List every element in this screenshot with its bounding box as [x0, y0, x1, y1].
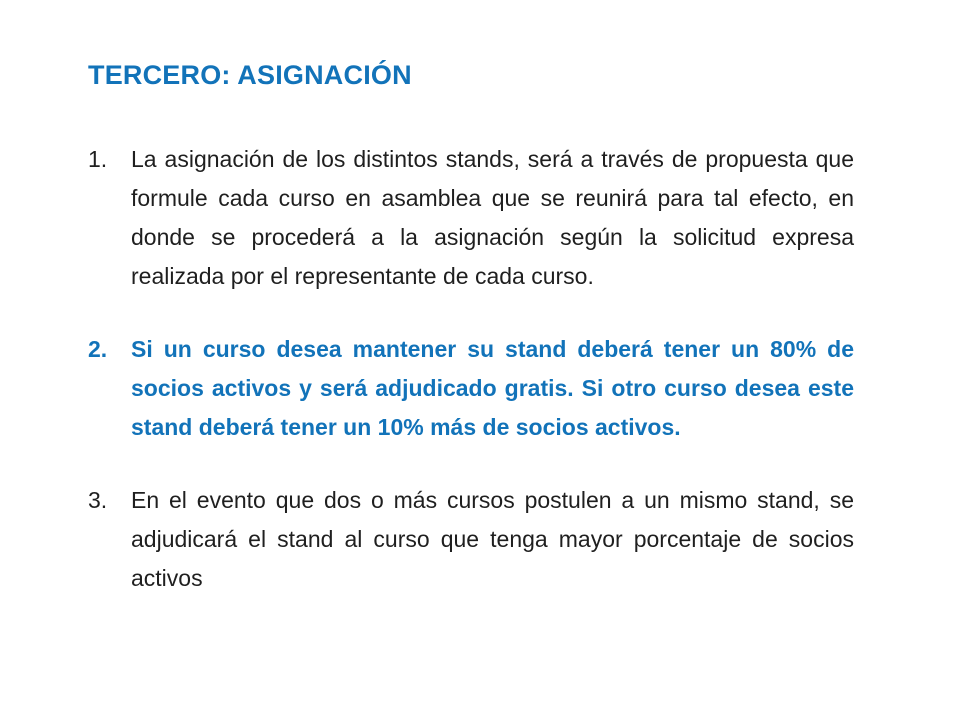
list-item-highlighted — [88, 330, 854, 447]
numbered-list — [88, 140, 854, 632]
list-item-number: 3. — [88, 487, 108, 513]
slide-title: TERCERO: ASIGNACIÓN — [88, 60, 412, 90]
list-item — [88, 481, 854, 598]
list-item-text: Si un curso desea mantener su stand deberá tener un 80% de socios activos y será adjudicado gratis. Si otro curso desea este stand deberá tener un 10% más de socios activos. — [131, 336, 854, 440]
list-item-text: En el evento que dos o más cursos postulen a un mismo stand, se adjudicará el stand al curso que tenga mayor porcentaje de socios activos — [131, 487, 854, 591]
list-item-number: 2. — [88, 336, 108, 362]
list-item — [88, 140, 854, 296]
list-item-text: La asignación de los distintos stands, será a través de propuesta que formule cada curso en asamblea que se reunirá para tal efecto, en donde se procederá a la asignación según la solicitud expresa realizada por el representante de cada curso. — [131, 146, 854, 289]
list-item-number: 1. — [88, 146, 108, 172]
